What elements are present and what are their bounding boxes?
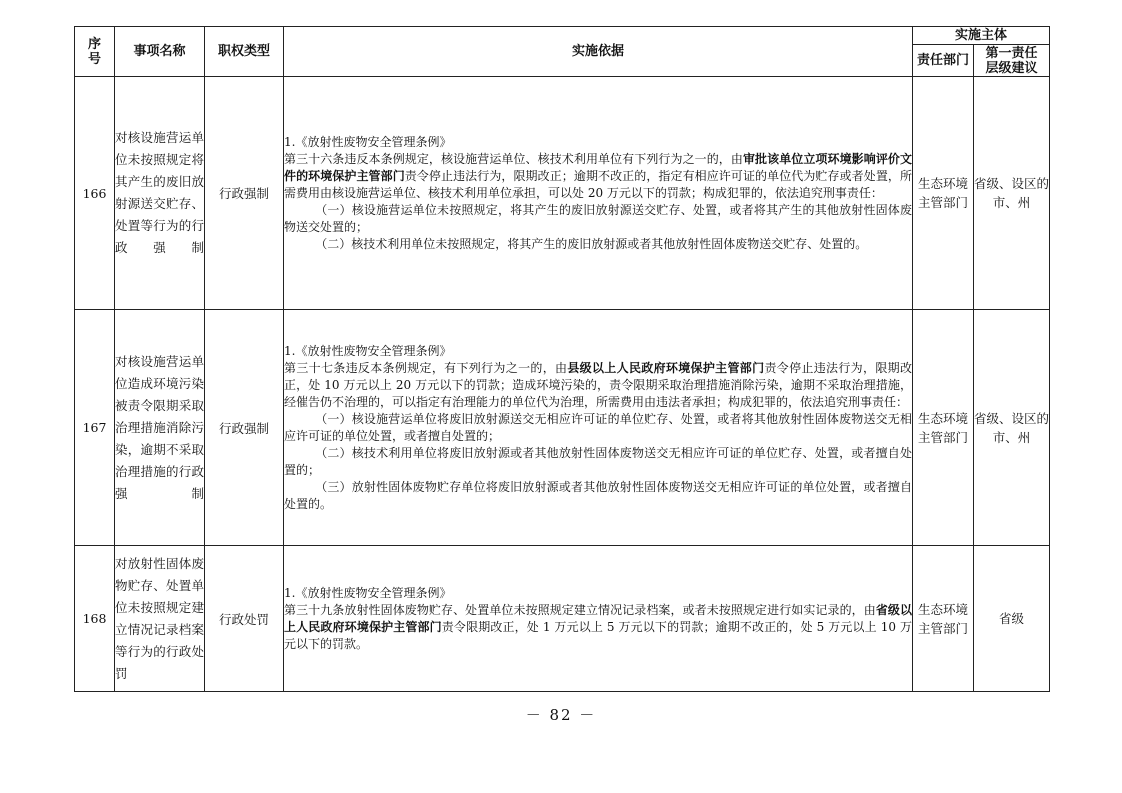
responsible-dept: 生态环境主管部门 [913, 546, 974, 692]
authority-type: 行政处罚 [205, 546, 284, 692]
legal-basis [284, 546, 913, 692]
responsible-dept: 生态环境主管部门 [913, 77, 974, 310]
authority-type: 行政强制 [205, 77, 284, 310]
responsible-authority: 省级以上人民政府环境保护主管部门 [284, 602, 912, 634]
authority-type: 行政强制 [205, 310, 284, 546]
item-name: 对放射性固体废物贮存、处置单位未按照规定建立情况记录档案等行为的行政处罚 [115, 546, 205, 692]
article-text: 第三十六条违反本条例规定，核设施营运单位、核技术利用单位有下列行为之一的，由审批该单位立项环境影响评价文件的环境保护主管部门责令停止违法行为，限期改正；逾期不改正的，指定有相应许可证的单位代为贮存或者处置，所需费用由核设施营运单位、核技术利用单位承担，可以处 20 万元以下的罚款；构成犯罪的，依法追究刑事责任： [284, 151, 912, 200]
article-item: （二）核技术利用单位将废旧放射源或者其他放射性固体废物送交无相应许可证的单位贮存、处置，或者擅自处置的； [284, 445, 912, 477]
article-item: （一）核设施营运单位将废旧放射源送交无相应许可证的单位贮存、处置，或者将其他放射性固体废物送交无相应许可证的单位处置，或者擅自处置的； [284, 411, 912, 443]
table-row [75, 77, 1050, 310]
item-name: 对核设施营运单位造成环境污染被责令限期采取治理措施消除污染，逾期不采取治理措施的行政强制 [115, 310, 205, 546]
item-name: 对核设施营运单位未按照规定将其产生的废旧放射源送交贮存、处置等行为的行政强制 [115, 77, 205, 310]
header-subject: 实施主体 [913, 27, 1050, 45]
responsible-authority: 县级以上人民政府环境保护主管部门 [567, 360, 765, 375]
header-no: 序号 [75, 27, 115, 77]
article-text: 第三十九条放射性固体废物贮存、处置单位未按照规定建立情况记录档案，或者未按照规定进行如实记录的，由省级以上人民政府环境保护主管部门责令限期改正，处 1 万元以上 5 万元以下的罚款；逾期不改正的，处 5 万元以上 10 万元以下的罚款。 [284, 602, 912, 651]
law-title: 1.《放射性废物安全管理条例》 [284, 585, 452, 600]
article-item: （一）核设施营运单位未按照规定，将其产生的废旧放射源送交贮存、处置，或者将其产生的其他放射性固体废物送交处置的； [284, 202, 912, 234]
header-basis: 实施依据 [284, 27, 913, 77]
enforcement-table [74, 26, 1050, 692]
article-item: （二）核技术利用单位未按照规定，将其产生的废旧放射源或者其他放射性固体废物送交贮存、处置的。 [315, 236, 868, 251]
legal-basis [284, 77, 913, 310]
row-number: 166 [75, 77, 115, 310]
table-header [75, 27, 1050, 77]
row-number: 168 [75, 546, 115, 692]
responsible-level: 省级、设区的市、州 [974, 77, 1050, 310]
article-item: （三）放射性固体废物贮存单位将废旧放射源或者其他放射性固体废物送交无相应许可证的单位处置，或者擅自处置的。 [284, 479, 912, 511]
row-number: 167 [75, 310, 115, 546]
responsible-level: 省级、设区的市、州 [974, 310, 1050, 546]
article-text: 第三十七条违反本条例规定，有下列行为之一的，由县级以上人民政府环境保护主管部门责令停止违法行为，限期改正，处 10 万元以上 20 万元以下的罚款；造成环境污染的，责令限期采取治理措施消除污染，逾期不采取治理措施，经催告仍不治理的，可以指定有治理能力的单位代为治理，所需费用由违法者承担；构成犯罪的，依法追究刑事责任： [284, 360, 912, 409]
responsible-authority: 审批该单位立项环境影响评价文件的环境保护主管部门 [284, 151, 912, 183]
header-level: 第一责任层级建议 [974, 45, 1050, 77]
header-dept: 责任部门 [913, 45, 974, 77]
header-type: 职权类型 [205, 27, 284, 77]
header-name: 事项名称 [115, 27, 205, 77]
table-row [75, 310, 1050, 546]
legal-basis [284, 310, 913, 546]
page-number: － 82 － [525, 706, 597, 724]
table-row [75, 546, 1050, 692]
law-title: 1.《放射性废物安全管理条例》 [284, 134, 452, 149]
responsible-dept: 生态环境主管部门 [913, 310, 974, 546]
responsible-level: 省级 [974, 546, 1050, 692]
law-title: 1.《放射性废物安全管理条例》 [284, 343, 452, 358]
